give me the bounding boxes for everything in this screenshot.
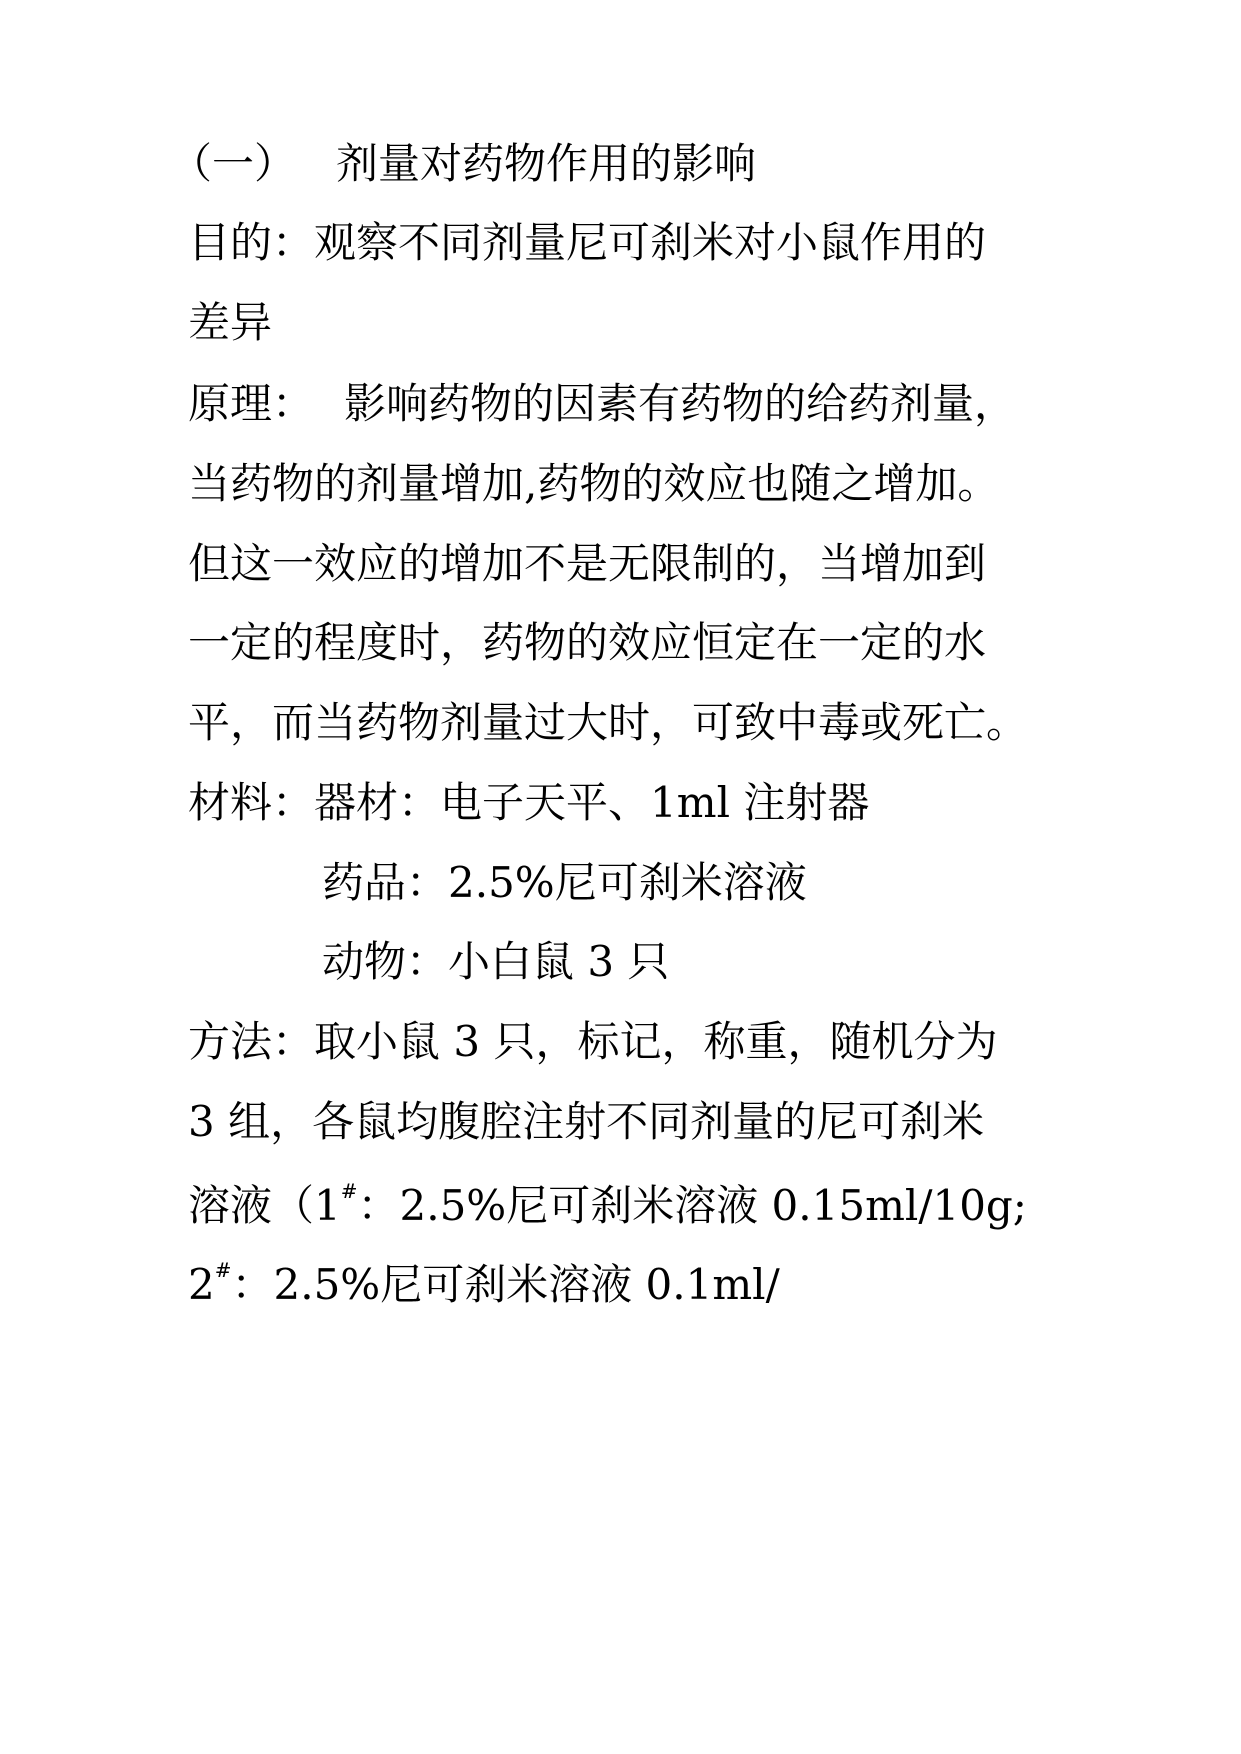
materials-line-2 (322, 858, 807, 907)
method-line-4 (188, 1258, 780, 1309)
method-line-2 (188, 1097, 985, 1146)
method-text-4a: 2 (188, 1260, 215, 1309)
principle-text-4: 一定的程度时，药物的效应恒定在一定的水 (188, 618, 987, 667)
method-sup-1: # (340, 1179, 358, 1203)
method-sup-2: # (214, 1258, 232, 1282)
materials-equipment: 器材：电子天平、1ml 注射器 (314, 778, 870, 827)
materials-animal: 动物：小白鼠 3 只 (322, 937, 670, 986)
method-text-1: 取小鼠 3 只，标记，称重，随机分为 (314, 1017, 998, 1066)
purpose-label: 目的： (188, 218, 315, 267)
materials-line-3 (322, 937, 670, 986)
method-text-4b: ：2.5%尼可刹米溶液 0.1ml/ (231, 1260, 780, 1309)
method-line-3 (188, 1179, 1027, 1230)
heading-title: 剂量对药物作用的影响 (336, 139, 757, 188)
heading-number: （一） (170, 139, 297, 188)
principle-text-5: 平，而当药物剂量过大时，可致中毒或死亡。 (188, 698, 1029, 747)
purpose-text-2: 差异 (188, 298, 273, 347)
method-text-3b: ：2.5%尼可刹米溶液 0.15ml/10g; (357, 1181, 1027, 1230)
materials-label: 材料： (188, 778, 315, 827)
materials-drug: 药品：2.5%尼可刹米溶液 (322, 858, 807, 907)
purpose-text-1: 观察不同剂量尼可刹米对小鼠作用的 (314, 218, 987, 267)
method-text-2: 3 组，各鼠均腹腔注射不同剂量的尼可刹米 (188, 1097, 985, 1146)
principle-text-3: 但这一效应的增加不是无限制的，当增加到 (188, 539, 987, 588)
materials-line-1 (188, 778, 870, 827)
purpose-line-1 (188, 218, 987, 267)
method-label: 方法： (188, 1017, 315, 1066)
principle-label: 原理： (188, 379, 315, 428)
principle-line-2 (188, 459, 1000, 508)
method-line-1 (188, 1017, 998, 1066)
principle-line-3 (188, 539, 987, 588)
principle-text-2: 当药物的剂量增加,药物的效应也随之增加。 (188, 459, 1000, 508)
purpose-line-2 (188, 298, 273, 347)
principle-text-1: 影响药物的因素有药物的给药剂量， (344, 379, 1017, 428)
method-text-3a: 溶液（1 (188, 1181, 341, 1230)
principle-line-4 (188, 618, 987, 667)
principle-line-5 (188, 698, 1029, 747)
section-heading (170, 139, 757, 188)
principle-line-1 (188, 379, 1017, 428)
